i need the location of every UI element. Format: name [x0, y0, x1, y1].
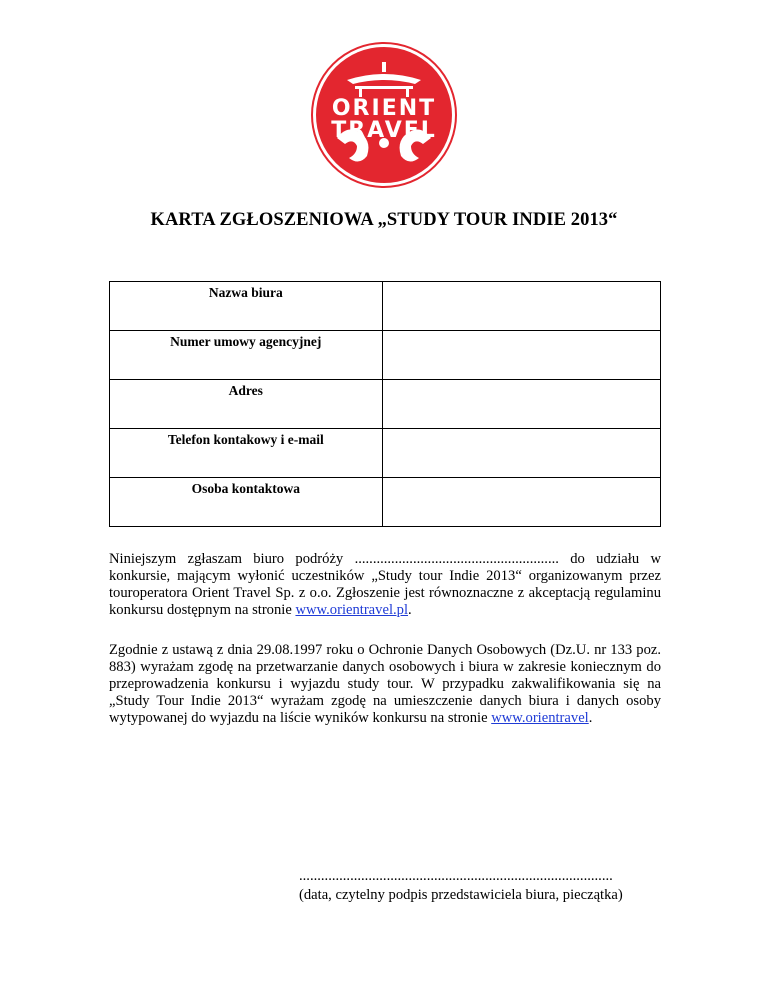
label-contact-person — [110, 478, 383, 527]
field-phone-email[interactable] — [382, 429, 660, 478]
label-text: Osoba kontaktowa — [191, 481, 300, 496]
website-link[interactable]: www.orientravel.pl — [295, 602, 408, 618]
label-agency-name — [110, 282, 383, 331]
signature-label: (data, czytelny podpis przedstawiciela biura, pieczątka) — [299, 887, 623, 903]
consent-paragraph — [109, 642, 661, 727]
label-text: Nazwa biura — [208, 285, 283, 300]
field-agency-name[interactable] — [382, 282, 660, 331]
label-text: Numer umowy agencyjnej — [170, 334, 322, 349]
signature-line[interactable]: ...................................................................................... — [299, 868, 613, 884]
consent-end: . — [588, 710, 593, 726]
label-text: Telefon kontakowy i e-mail — [167, 432, 324, 447]
label-phone-email — [110, 429, 383, 478]
form-row-contact-person — [110, 478, 661, 527]
declaration-paragraph — [109, 551, 661, 619]
logo-text-orient: ORIENT — [331, 96, 437, 121]
label-text: Adres — [228, 383, 263, 398]
field-address[interactable] — [382, 380, 660, 429]
logo-text-travel: TRAVEL — [331, 118, 437, 143]
form-row-phone-email — [110, 429, 661, 478]
registration-form-table — [109, 281, 661, 527]
label-address — [110, 380, 383, 429]
form-row-agency-contract — [110, 331, 661, 380]
form-row-address — [110, 380, 661, 429]
field-agency-contract[interactable] — [382, 331, 660, 380]
declaration-end: . — [408, 602, 412, 618]
declaration-text: Niniejszym zgłaszam biuro podróży ........................................................ do udziału w konkursie, mającym wyłonić uczestników „Study tour Indie 2013“ organizowanym przez touroperatora Orient Travel Sp. z o.o. Zgłoszenie jest równoznaczne z akceptacją regulaminu konkursu dostępnym na stronie — [109, 551, 661, 618]
page-title: KARTA ZGŁOSZENIOWA „STUDY TOUR INDIE 2013“ — [150, 210, 618, 230]
form-row-agency-name — [110, 282, 661, 331]
results-website-link[interactable]: www.orientravel — [491, 710, 589, 726]
consent-text: Zgodnie z ustawą z dnia 29.08.1997 roku o Ochronie Danych Osobowych (Dz.U. nr 133 poz. 883) wyrażam zgodę na przetwarzanie danych osobowych i biura w zakresie koniecznym do przeprowadzenia konkursu i wyjazdu study tour. W przypadku zakwalifikowania się na „Study Tour Indie 2013“ wyrażam zgodę na umieszczenie danych biura i danych osoby wytypowanej do wyjazdu na liście wyników konkursu na stronie — [109, 642, 661, 726]
field-contact-person[interactable] — [382, 478, 660, 527]
orient-travel-logo — [309, 40, 459, 190]
label-agency-contract — [110, 331, 383, 380]
